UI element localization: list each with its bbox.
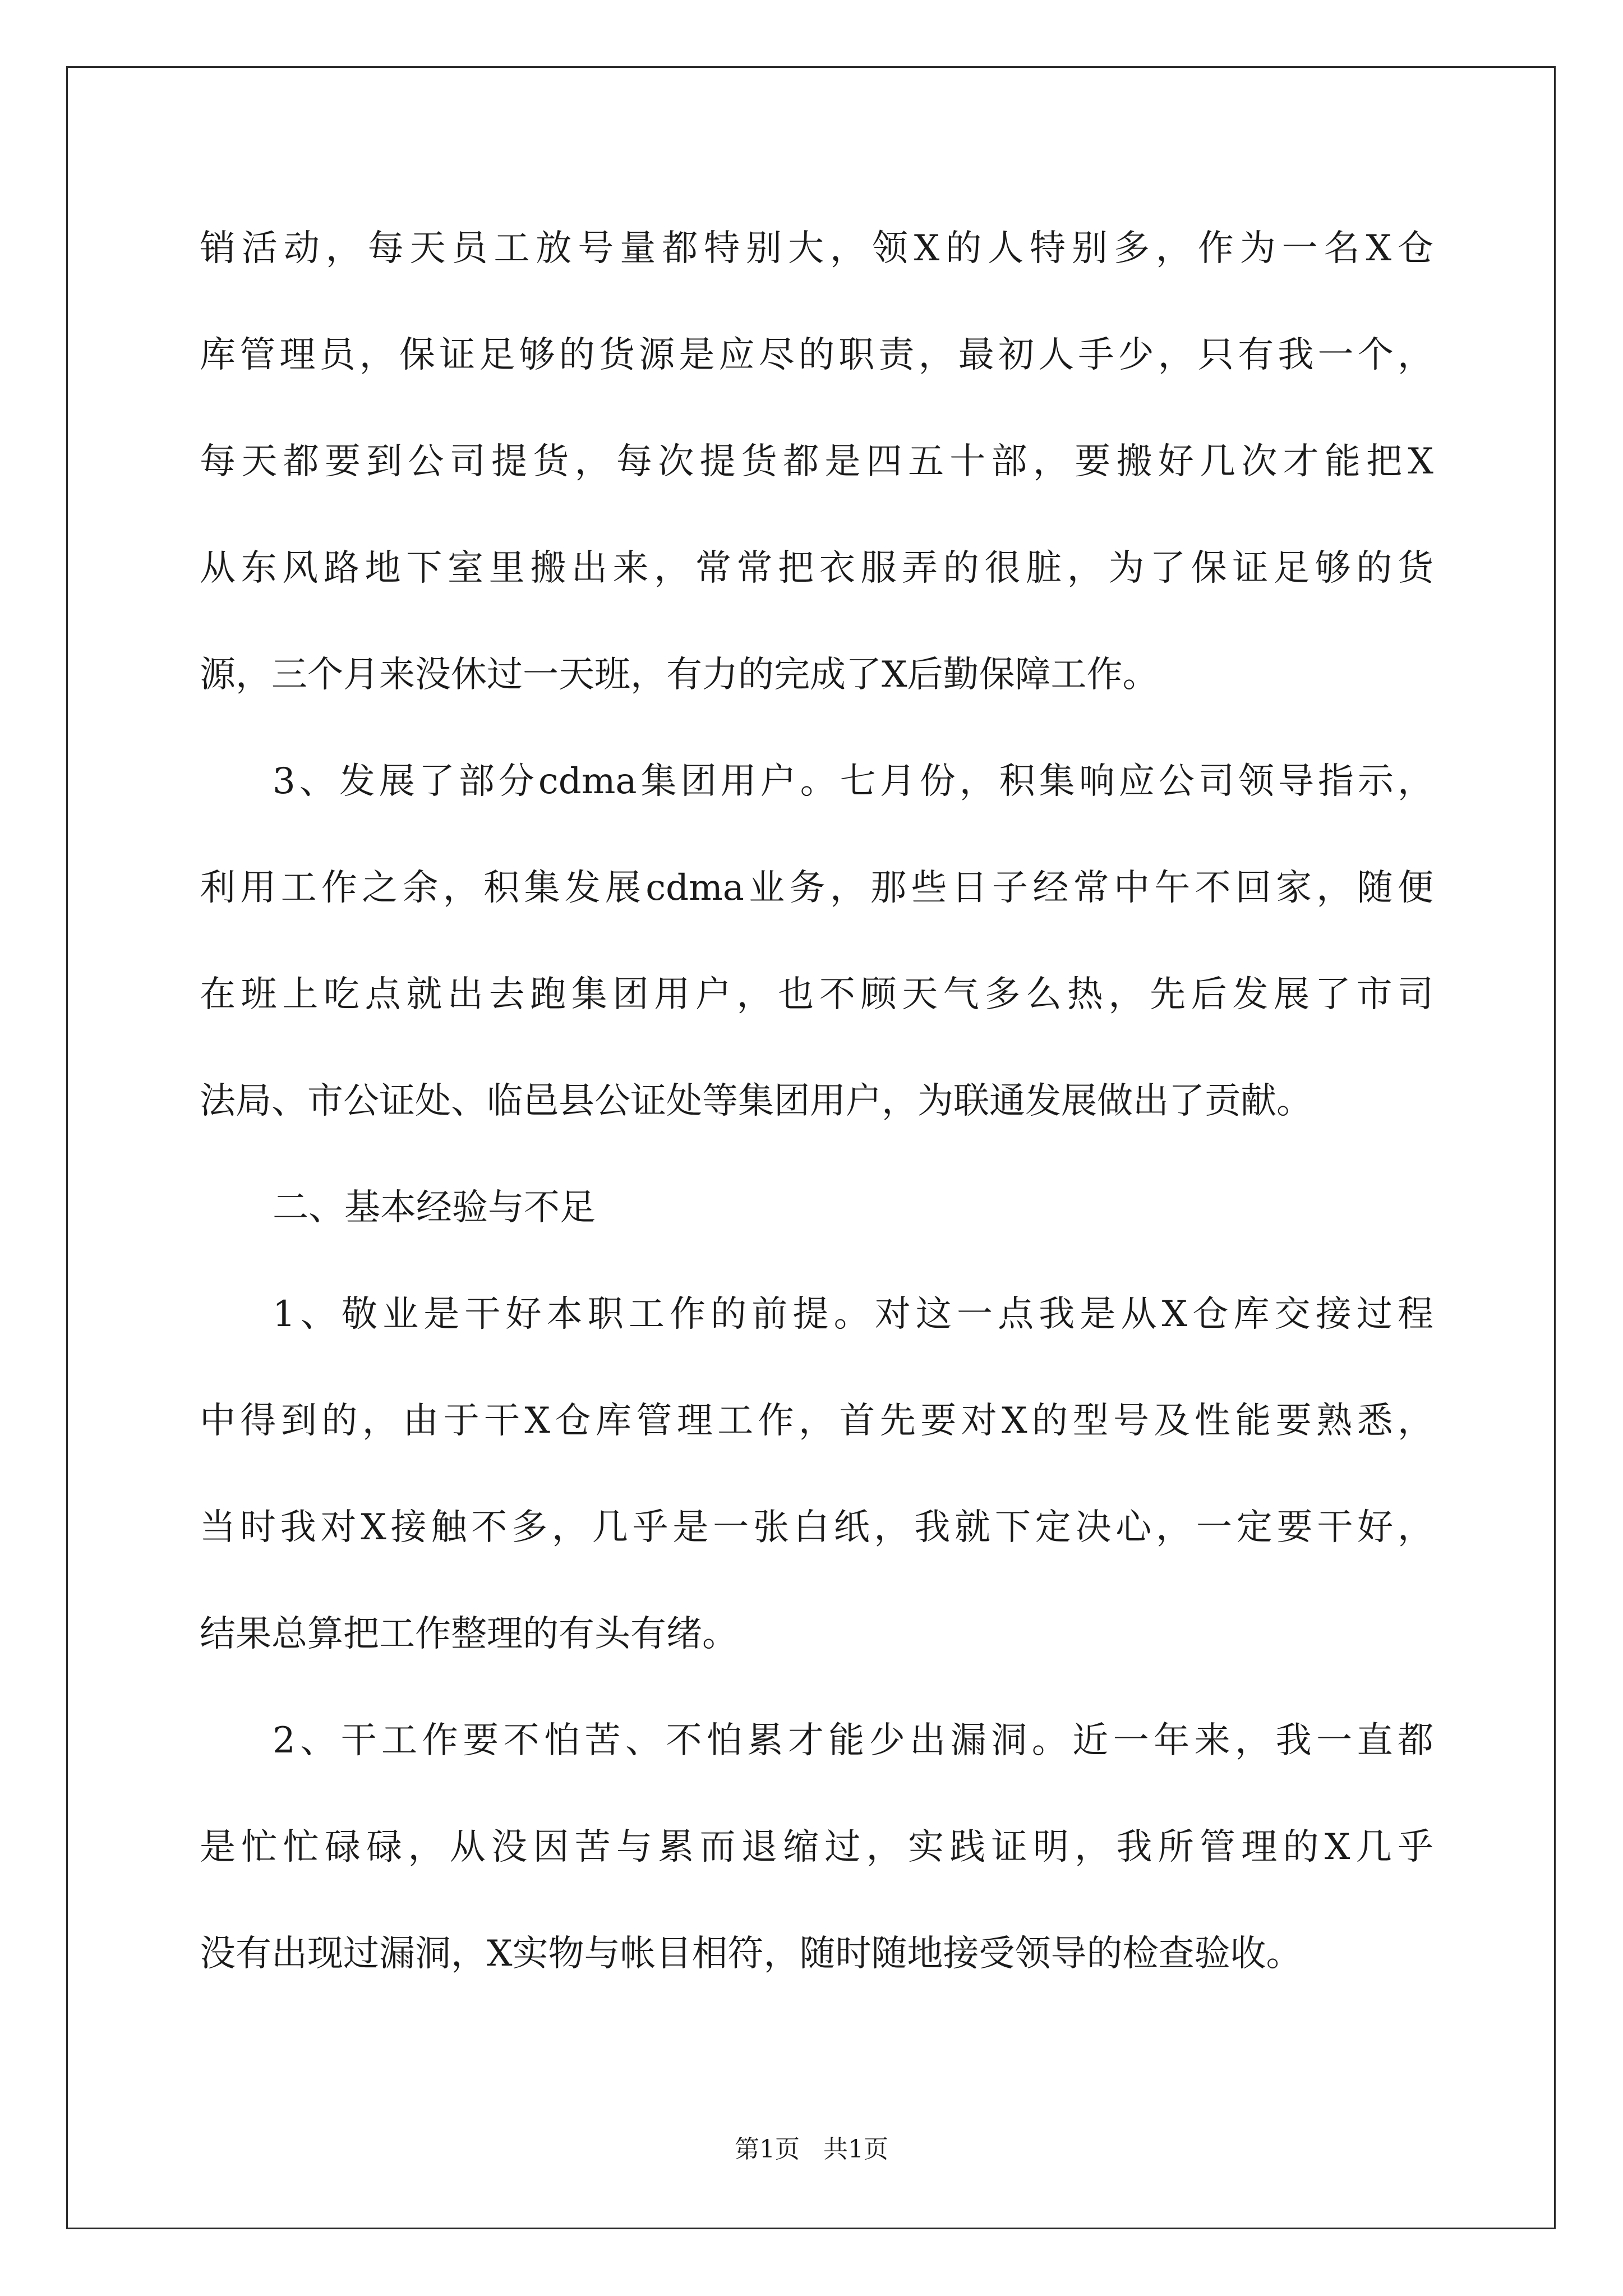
text-line: 库管理员，保证足够的货源是应尽的职责，最初人手少，只有我一个，	[200, 334, 1433, 376]
text-line: 当时我对X接触不多，几乎是一张白纸，我就下定决心，一定要干好，	[200, 1507, 1433, 1548]
text-line: 二、基本经验与不足	[273, 1187, 596, 1228]
text-line: 没有出现过漏洞，X实物与帐目相符，随时随地接受领导的检查验收。	[200, 1933, 1302, 1975]
text-line: 结果总算把工作整理的有头有绪。	[200, 1613, 738, 1655]
page-footer: 第1页 共1页	[735, 2135, 888, 2164]
text-line: 2、干工作要不怕苦、不怕累才能少出漏洞。近一年来，我一直都	[273, 1720, 1433, 1761]
text-line: 是忙忙碌碌，从没因苦与累而退缩过，实践证明，我所管理的X几乎	[200, 1826, 1433, 1868]
text-line: 1、敬业是干好本职工作的前提。对这一点我是从X仓库交接过程	[273, 1294, 1433, 1335]
text-line: 中得到的，由于干X仓库管理工作，首先要对X的型号及性能要熟悉，	[200, 1400, 1433, 1442]
text-line: 销活动，每天员工放号量都特别大，领X的人特别多，作为一名X仓	[200, 228, 1433, 269]
text-line: 从东风路地下室里搬出来，常常把衣服弄的很脏，为了保证足够的货	[200, 547, 1433, 589]
text-line: 每天都要到公司提货，每次提货都是四五十部，要搬好几次才能把X	[200, 441, 1433, 482]
text-line: 利用工作之余，积集发展cdma业务，那些日子经常中午不回家，随便	[200, 867, 1433, 909]
text-line: 源，三个月来没休过一天班，有力的完成了X后勤保障工作。	[200, 654, 1159, 696]
text-line: 在班上吃点就出去跑集团用户，也不顾天气多么热，先后发展了市司	[200, 974, 1433, 1015]
text-line: 法局、市公证处、临邑县公证处等集团用户，为联通发展做出了贡献。	[200, 1080, 1312, 1122]
document-body	[200, 212, 1433, 2024]
text-line: 3、发展了部分cdma集团用户。七月份，积集响应公司领导指示，	[273, 761, 1433, 802]
